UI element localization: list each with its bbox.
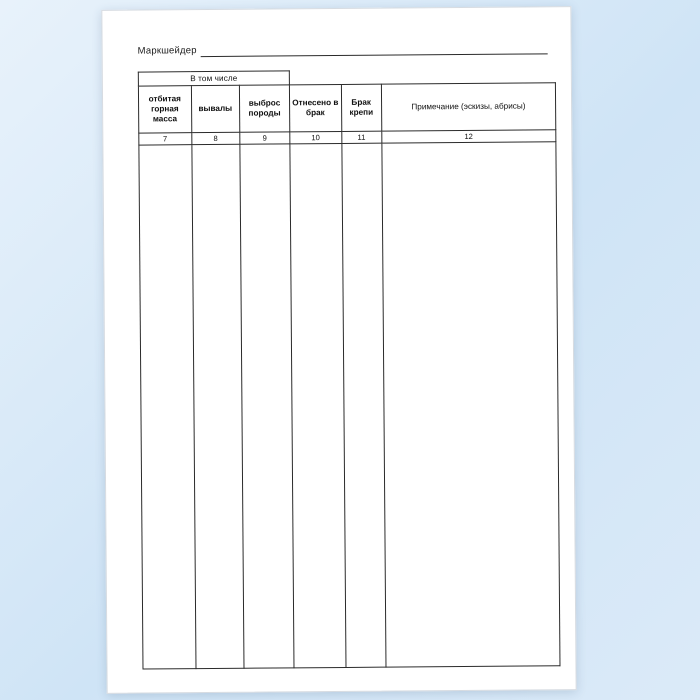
group-header-spacer-1 — [289, 70, 341, 84]
column-header-vyvaly: вывалы — [191, 85, 240, 132]
group-header-v-tom-chisle: В том числе — [138, 71, 289, 86]
form-table — [138, 68, 561, 669]
group-header-spacer-2 — [341, 70, 381, 84]
column-number-8: 8 — [191, 132, 239, 144]
cell-otneseno-v-brak[interactable] — [290, 143, 346, 667]
column-number-7: 7 — [139, 133, 192, 145]
column-header-otneseno-v-brak: Отнесено в брак — [289, 84, 341, 131]
group-header-spacer-3 — [381, 69, 555, 84]
cell-otbitaya-gornaya-massa[interactable] — [139, 145, 196, 669]
surveyor-label: Маркшейдер — [137, 45, 197, 57]
cell-vybros-porody[interactable] — [240, 144, 294, 668]
column-number-10: 10 — [290, 131, 342, 143]
surveyor-signature-line — [138, 42, 548, 57]
column-header-primechanie: Примечание (эскизы, абрисы) — [381, 83, 556, 131]
column-header-otbitaya-gornaya-massa: отбитая горная масса — [138, 86, 191, 133]
cell-brak-krepi[interactable] — [342, 143, 386, 667]
table-header-row — [138, 83, 555, 133]
table-row — [139, 142, 560, 669]
column-number-11: 11 — [341, 131, 381, 143]
form-table-container — [138, 68, 561, 669]
surveyor-signature-rule[interactable] — [201, 44, 548, 57]
cell-vyvaly[interactable] — [191, 144, 243, 668]
column-number-9: 9 — [240, 132, 290, 144]
cell-primechanie[interactable] — [382, 142, 560, 667]
column-header-brak-krepi: Брак крепи — [341, 84, 381, 131]
document-sheet — [101, 6, 576, 694]
column-number-12: 12 — [381, 130, 555, 143]
column-header-vybros-porody: выброс породы — [239, 85, 289, 132]
